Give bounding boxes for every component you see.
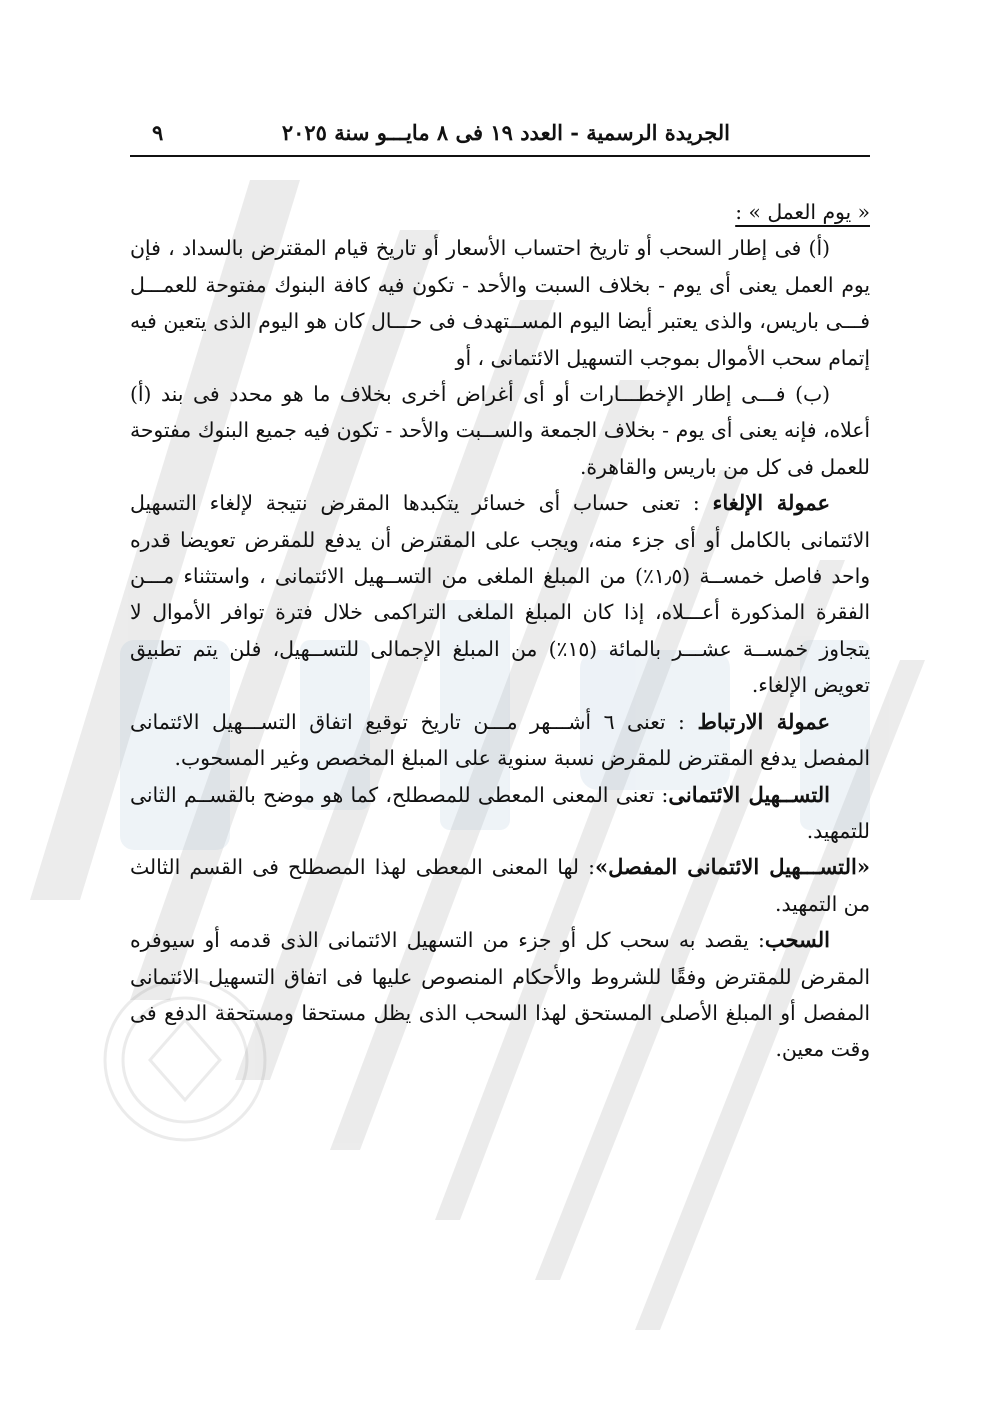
working-day-term: « يوم العمل » : bbox=[735, 200, 870, 224]
header-rule bbox=[130, 155, 870, 157]
drawdown-term: السحب bbox=[764, 927, 830, 953]
commitment-fee-term: عمولة الارتباط bbox=[697, 708, 830, 734]
cancellation-fee-term: عمولة الإلغاء bbox=[712, 490, 830, 516]
definitions-body bbox=[130, 194, 870, 1068]
page-header bbox=[130, 112, 870, 152]
commitment-fee-definition bbox=[130, 704, 870, 777]
detailed-facility-definition bbox=[130, 849, 870, 922]
gazette-issue-title: الجريدة الرسمية - العدد ١٩ فى ٨ مايـــو سنة ٢٠٢٥ bbox=[281, 119, 730, 145]
credit-facility-definition bbox=[130, 777, 870, 850]
page-number: ٩ bbox=[152, 119, 164, 145]
drawdown-definition bbox=[130, 922, 870, 1068]
credit-facility-text: : تعنى المعنى المعطى للمصطلح، كما هو موضح بالقســم الثانى للتمهيد. bbox=[130, 782, 870, 843]
working-day-clause-b: (ب) فـــى إطار الإخطـــارات أو أى أغراض أخرى بخلاف ما هو محدد فى بند (أ) أعلاه، فإنه يعنى أى يوم - بخلاف الجمعة والســبت والأحد - تكون فيه جميع البنوك مفتوحة للعمل فى كل من باريس والقاهرة. bbox=[130, 382, 870, 479]
working-day-clause-a: (أ) فى إطار السحب أو تاريخ احتساب الأسعار أو تاريخ قيام المقترض بالسداد ، فإن يوم العمل يعنى أى يوم - بخلاف السبت والأحد - تكون فيه كافة البنوك مفتوحة للعمـــل فـــى باريس، والذى يعتبر أيضا اليوم المســتهدف فى حـــال كان هو اليوم الذى يتعين فيه إتمام سحب الأموال بموجب التسهيل الائتمانى ، أو bbox=[130, 236, 870, 370]
commitment-fee-text: : تعنى ٦ أشـــهر مـــن تاريخ توقيع اتفاق التســـهيل الائتمانى المفصل يدفع المقترض للمقرض نسبة سنوية على المبلغ المخصص وغير المسحوب. bbox=[130, 709, 870, 771]
working-day-heading bbox=[130, 194, 870, 230]
detailed-facility-text: : لها المعنى المعطى لهذا المصطلح فى القسم الثالث من التمهيد. bbox=[130, 855, 870, 916]
drawdown-text: : يقصد به سحب كل أو جزء من التسهيل الائتمانى الذى قدمه أو سيوفره المقرض للمقترض وفقًا للشروط والأحكام المنصوص عليها فى اتفاق التسهيل الائتمانى المفصل أو المبلغ الأصلى المستحق لهذا السحب الذى يظل مستحقا ومستحقة الدفع فى وقت معين. bbox=[130, 928, 870, 1062]
cancellation-fee-text: : تعنى حساب أى خسائر يتكبدها المقرض نتيجة لإلغاء التسهيل الائتمانى بالكامل أو أى جزء منه، ويجب على المقترض أن يدفع للمقرض تعويضا قدره واحد فاصل خمســة (١٫٥٪) من المبلغ الملغى من التســهيل الائتمانى ، واستثناء مـــن الفقرة المذكورة أعـــلاه، إذا كان المبلغ الملغى التراكمى خلال فترة توافر الأموال لا يتجاوز خمســة عشـــر بالمائة (١٥٪) من المبلغ الإجمالى للتســهيل، فلن يتم تطبيق تعويض الإلغاء. bbox=[130, 491, 871, 698]
detailed-facility-term: «التســـهيل الائتمانى المفصل» bbox=[595, 854, 870, 880]
cancellation-fee-definition bbox=[130, 485, 870, 703]
credit-facility-term: التســهيل الائتمانى bbox=[668, 781, 830, 807]
